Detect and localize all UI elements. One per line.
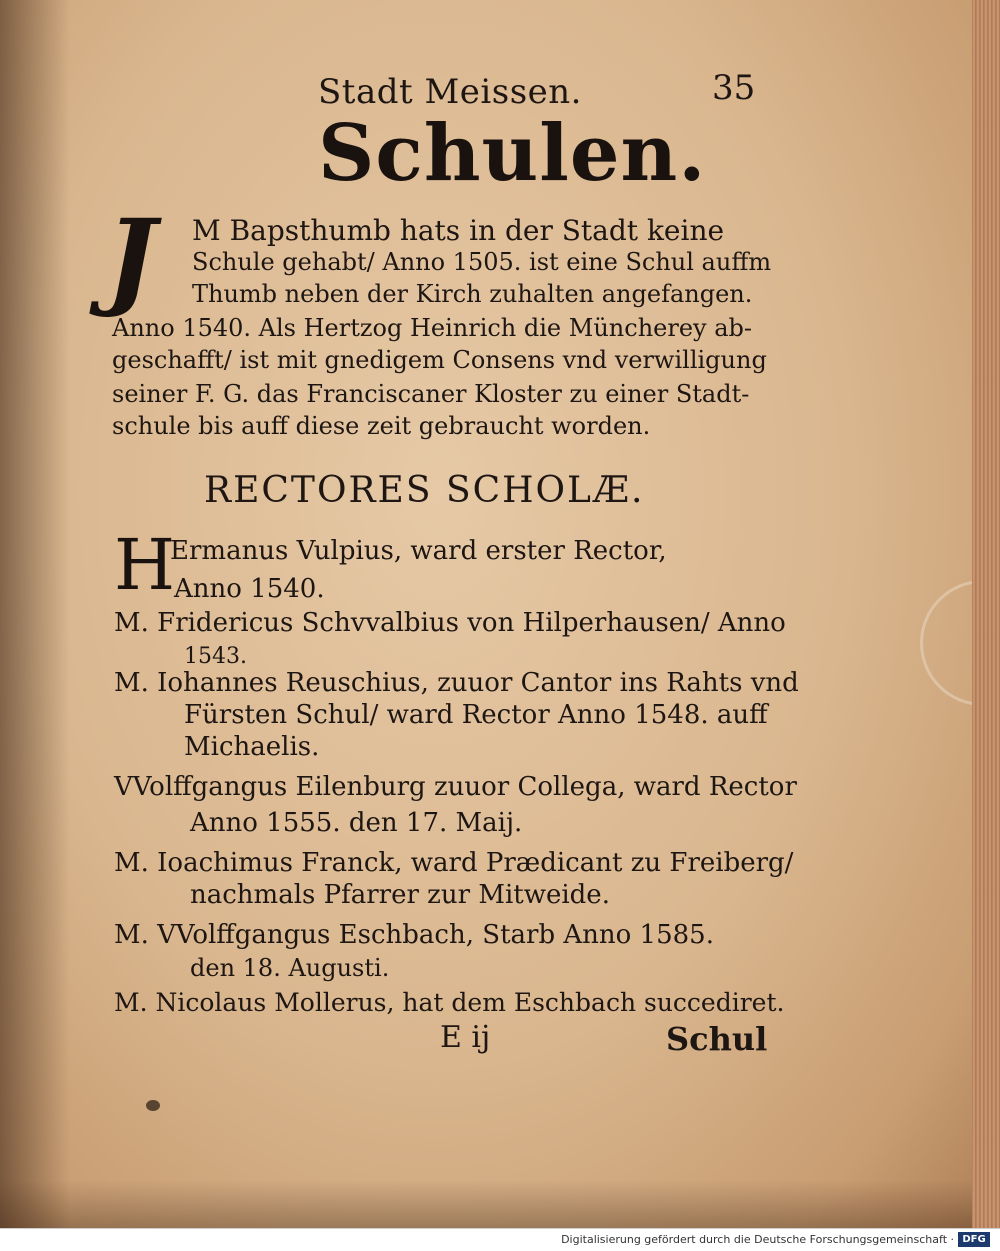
rector-entry: M. Iohannes Reuschius, zuuor Cantor ins Rahts vnd bbox=[114, 668, 799, 698]
paper-clip-outline bbox=[920, 580, 972, 706]
intro-line: schule bis auff diese zeit gebraucht worden. bbox=[112, 412, 651, 440]
rector-entry: Anno 1540. bbox=[174, 574, 325, 604]
page-number: 35 bbox=[712, 68, 756, 108]
rector-entry: Michaelis. bbox=[184, 732, 320, 762]
dfg-logo[interactable]: DFG bbox=[958, 1232, 990, 1247]
rector-entry: Ermanus Vulpius, ward erster Rector, bbox=[170, 536, 667, 566]
rector-entry: VVolffgangus Eilenburg zuuor Collega, ward Rector bbox=[114, 772, 797, 802]
rector-entry: den 18. Augusti. bbox=[190, 954, 390, 982]
section-heading: RECTORES SCHOLÆ. bbox=[204, 470, 645, 511]
rector-entry: M. Nicolaus Mollerus, hat dem Eschbach succediret. bbox=[114, 988, 785, 1017]
catchword: Schul bbox=[666, 1020, 768, 1058]
rector-entry: nachmals Pfarrer zur Mitweide. bbox=[190, 880, 610, 910]
page-heading: Schulen. bbox=[318, 108, 707, 199]
intro-line: M Bapsthumb hats in der Stadt keine bbox=[192, 214, 725, 247]
gutter-shadow bbox=[0, 0, 70, 1228]
page-edge bbox=[972, 0, 1000, 1228]
intro-line: geschafft/ ist mit gnedigem Consens vnd verwilligung bbox=[112, 346, 767, 374]
decorated-initial: J bbox=[106, 195, 157, 320]
intro-line: Schule gehabt/ Anno 1505. ist eine Schul auffm bbox=[192, 248, 772, 276]
rector-entry: M. Ioachimus Franck, ward Prædicant zu Freiberg/ bbox=[114, 848, 794, 878]
rector-entry: M. VVolffgangus Eschbach, Starb Anno 1585. bbox=[114, 920, 714, 950]
intro-line: seiner F. G. das Franciscaner Kloster zu einer Stadt- bbox=[112, 380, 750, 408]
rector-entry: M. Fridericus Schvvalbius von Hilperhausen/ Anno bbox=[114, 608, 786, 638]
signature-mark: E ij bbox=[440, 1020, 491, 1055]
rector-entry: 1543. bbox=[184, 644, 247, 669]
rector-entry: Anno 1555. den 17. Maij. bbox=[190, 808, 523, 838]
ink-spot bbox=[146, 1100, 160, 1111]
footer-credit: Digitalisierung gefördert durch die Deutsche Forschungsgemeinschaft · bbox=[561, 1233, 954, 1246]
bottom-shadow bbox=[0, 1180, 972, 1228]
footer-bar bbox=[0, 1228, 1000, 1251]
intro-line: Thumb neben der Kirch zuhalten angefangen. bbox=[192, 280, 753, 308]
rector-entry: Fürsten Schul/ ward Rector Anno 1548. auff bbox=[184, 700, 768, 730]
rector-initial: H bbox=[114, 524, 176, 606]
intro-line: Anno 1540. Als Hertzog Heinrich die Müncherey ab- bbox=[112, 314, 752, 342]
running-title: Stadt Meissen. bbox=[318, 72, 582, 112]
